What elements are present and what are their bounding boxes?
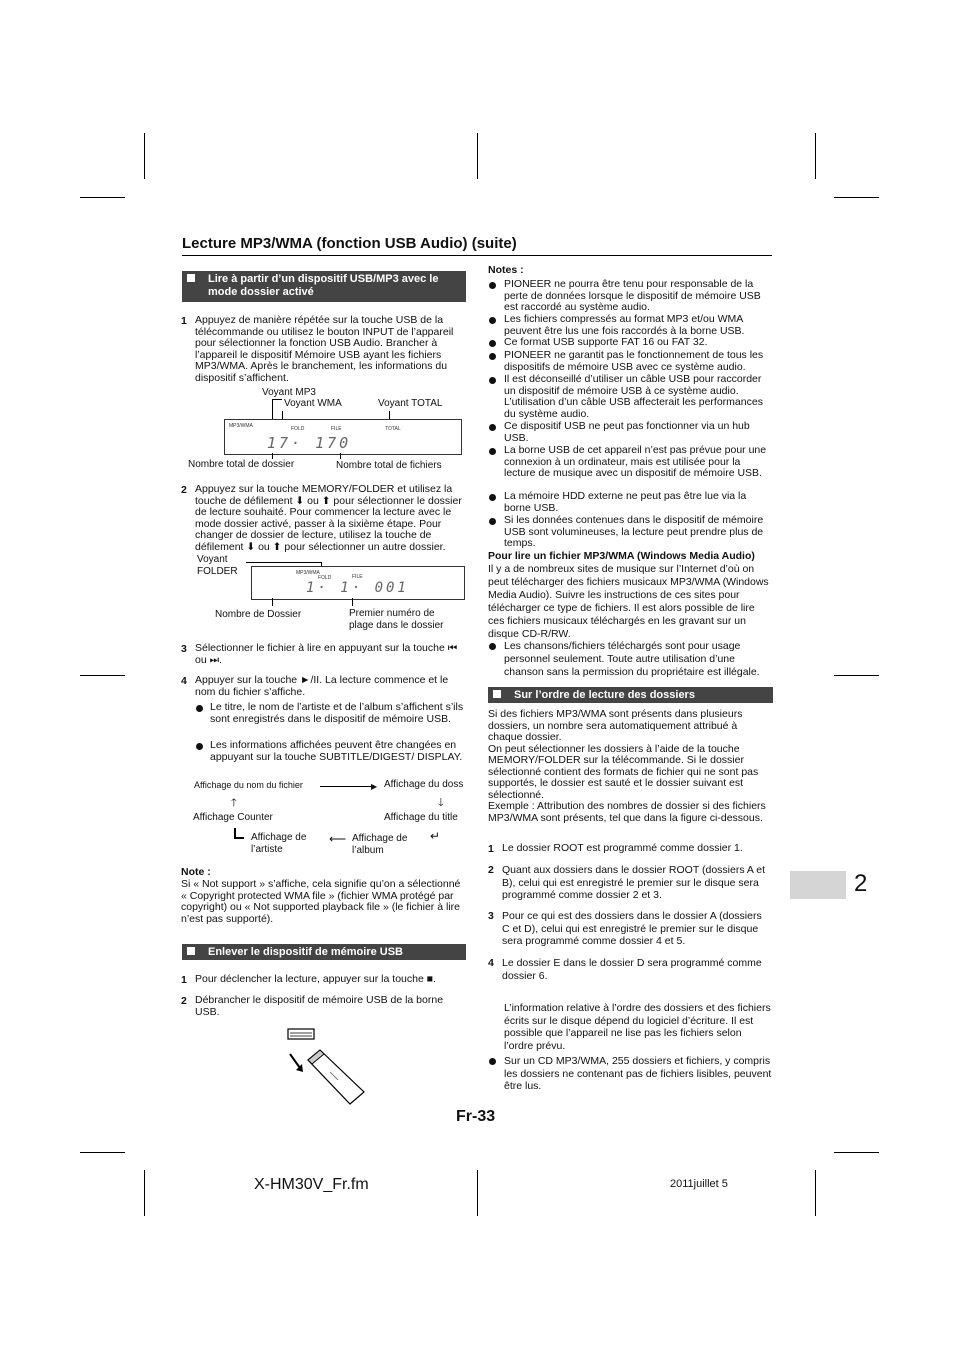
step-text: Appuyer sur la touche ►/II. La lecture commence et le nom du fichier s’affiche. (195, 674, 449, 698)
step-text: Appuyez sur la touche MEMORY/FOLDER et utilisez la touche de défilement ⬇ ou ⬆ pour sélectionner le dossier de lecture souhaité. Pour commencer la lecture avec le mode dossier activé, passer à la sixième étape. Pour changer de dossier de lecture, utilisez la touche de défilement ⬇ ou ⬆ pour sélectionner un autre dossier. (195, 483, 462, 553)
bullet-icon (196, 743, 203, 750)
bullet-icon (489, 643, 496, 650)
note-text: Si « Not support » s’affiche, cela signifie qu’on a sélectionné « Copyright protected WMA file » (fichier WMA protégé par copyright) ou « Not supported playback file » (le fichier à lire n’est pas supporté). (181, 878, 461, 925)
note-item: PIONEER ne pourra être tenu pour responsable de la perte de données lorsque le dispositif de mémoire USB est raccordé au système audio. (504, 278, 761, 313)
label-affichage-doss: Affichage du doss (384, 779, 464, 790)
lcd-digits: 1· 1· 001 (306, 580, 409, 596)
lcd-indicator: MP3/WMA (229, 423, 253, 429)
order-bullet: Sur un CD MP3/WMA, 255 dossiers et fichiers, y compris les dossiers ne contenant pas de fichiers lisibles, peuvent être lus. (504, 1055, 772, 1092)
bullet-icon (489, 377, 496, 384)
pointer-line (272, 399, 273, 421)
pointer-line (272, 399, 282, 400)
order-step: Le dossier ROOT est programmé comme dossier 1. (502, 842, 743, 854)
step-number: 3 (181, 643, 187, 655)
label-premier-numero: Premier numéro de plage dans le dossier (349, 608, 444, 631)
step-number: 1 (181, 974, 187, 986)
note-item: Les fichiers compressés au format MP3 et/ou WMA peuvent être lus une fois raccordés à la borne USB. (504, 313, 745, 337)
crop-mark (477, 133, 478, 179)
lcd-indicator: FILE (331, 426, 342, 432)
label-affichage-title: Affichage du title (384, 812, 458, 823)
lcd-display (224, 419, 462, 455)
note-item: La borne USB de cet appareil n’est pas prévue pour une connexion à un ordinateur, mais est utilisée pour la lecture de musique avec un dispositif de mémoire USB. (504, 444, 767, 479)
label-voyant-total: Voyant TOTAL (378, 398, 443, 409)
lcd-indicator: FOLD (291, 426, 305, 432)
usb-stick-illustration (282, 1024, 372, 1110)
pointer-line (246, 562, 322, 563)
footer-date: 2011juillet 5 (670, 1178, 728, 1190)
step-text: Appuyez de manière répétée sur la touche USB de la télécommande ou utilisez le bouton INPUT de l’appareil pour sélectionner la fonction USB Audio. Brancher à l’appareil le dispositif Mémoire USB ayant les fichiers MP3/WMA. Après le branchement, les informations du dispositif s’affichent. (195, 314, 454, 384)
label-affichage-album: Affichage de l’album (352, 833, 408, 856)
bullet-icon (489, 424, 496, 431)
crop-mark (80, 197, 125, 198)
arrow-up-icon: 🡑 (231, 797, 237, 809)
bullet-icon (489, 340, 496, 347)
arrow-line (234, 837, 244, 839)
crop-mark (834, 1152, 879, 1153)
bullet-text: Le titre, le nom de l’artiste et de l’album s’affichent s’ils sont enregistrés dans le dispositif de mémoire USB. (210, 701, 464, 725)
square-bullet-icon (187, 947, 195, 955)
crop-mark (834, 197, 879, 198)
note-item: Ce dispositif USB ne peut pas fonctionner via un hub USB. (504, 420, 750, 444)
section-heading (182, 944, 466, 960)
wma-text: Il y a de nombreux sites de musique sur l’Internet d’où on peut télécharger des fichiers musicaux MP3/WMA (Windows Media Audio). Suivre les instructions de ces sites pour télécharger ce type de fichiers. Il est alors possible de lire ces fichiers musicaux téléchargés en les gravant sur un disque CD-R/RW. (488, 563, 769, 640)
step-text: Sélectionner le fichier à lire en appuyant sur la touche ⏮ ou ⏭. (195, 642, 458, 666)
wma-bullet: Les chansons/fichiers téléchargés sont pour usage personnel seulement. Toute autre utilisation d’une chanson sans la permission du propriétaire est illégale. (504, 640, 760, 678)
lcd-digits: 17· 170 (267, 434, 352, 452)
arrow-down-icon: 🡓 (438, 797, 444, 809)
label-voyant-mp3: Voyant MP3 (262, 387, 316, 398)
bullet-text: Les informations affichées peuvent être changées en appuyant sur la touche SUBTITLE/DIGEST/ DISPLAY. (210, 739, 463, 763)
lcd-indicator: TOTAL (385, 426, 401, 432)
step-text: Pour déclencher la lecture, appuyer sur la touche ■. (195, 973, 436, 985)
crop-mark (144, 1170, 145, 1216)
bullet-icon (489, 494, 496, 501)
bullet-icon (489, 1058, 496, 1065)
label-voyant-folder: Voyant FOLDER (197, 554, 238, 577)
lcd-indicator: FILE (352, 574, 363, 580)
bullet-icon (489, 353, 496, 360)
square-bullet-icon (187, 274, 195, 282)
section-heading (182, 271, 466, 302)
label-nombre-fichiers: Nombre total de fichiers (336, 460, 442, 471)
title-rule (182, 255, 772, 256)
label-affichage-nom: Affichage du nom du fichier (194, 780, 303, 790)
arrow-left-icon: ⟵ (329, 832, 347, 846)
chapter-tab (790, 871, 846, 899)
order-step: Quant aux dossiers dans le dossier ROOT (dossiers A et B), celui qui est enregistré le premier sur le disque sera programmé comme dossier 2 et 3. (502, 864, 766, 901)
pointer-line (340, 453, 341, 459)
note-item: PIONEER ne garantit pas le fonctionnement de tous les dispositifs de mémoire USB avec ce système audio. (504, 349, 764, 373)
step-number: 2 (181, 995, 187, 1007)
bullet-icon (489, 282, 496, 289)
label-affichage-counter: Affichage Counter (193, 812, 273, 823)
pointer-line (272, 598, 273, 606)
crop-mark (477, 1170, 478, 1216)
note-item: Ce format USB supporte FAT 16 ou FAT 32. (504, 336, 708, 348)
crop-mark (80, 1152, 125, 1153)
arrow-right-icon: ▶ (371, 782, 378, 791)
section-title: Sur l’ordre de lecture des dossiers (514, 689, 695, 701)
lcd-indicator: FOLD (318, 575, 332, 581)
arrow-return-icon: ↵ (430, 829, 441, 843)
wma-title: Pour lire un fichier MP3/WMA (Windows Media Audio) (488, 550, 755, 562)
arrow-line (320, 786, 372, 787)
step-number: 2 (488, 864, 494, 876)
lcd-indicator: MP3/WMA (296, 570, 320, 576)
order-step: Le dossier E dans le dossier D sera programmé comme dossier 6. (502, 957, 762, 982)
footer-filename: X-HM30V_Fr.fm (254, 1176, 369, 1193)
section-heading (488, 687, 773, 703)
bullet-icon (489, 518, 496, 525)
crop-mark (815, 1170, 816, 1216)
section-title: Enlever le dispositif de mémoire USB (208, 946, 404, 958)
label-voyant-wma: Voyant WMA (284, 398, 342, 409)
crop-mark (144, 133, 145, 179)
label-affichage-artiste: Affichage de l’artiste (251, 832, 307, 855)
crop-mark (80, 675, 125, 676)
bullet-icon (489, 317, 496, 324)
note-title: Note : (181, 866, 211, 878)
notes-title: Notes : (488, 264, 524, 276)
page-title: Lecture MP3/WMA (fonction USB Audio) (suite) (182, 235, 517, 252)
crop-mark (815, 133, 816, 179)
step-number: 2 (181, 484, 187, 496)
chapter-number: 2 (854, 870, 868, 897)
page-number: Fr-33 (456, 1108, 496, 1125)
step-number: 1 (488, 843, 494, 855)
section-title: Lire à partir d’un dispositif USB/MP3 avec le mode dossier activé (208, 273, 439, 298)
note-item: Il est déconseillé d’utiliser un câble USB pour raccorder un dispositif de mémoire USB à ce système audio. L’utilisation d’un câble USB affecterait les performances du système audio. (504, 373, 763, 420)
note-item: La mémoire HDD externe ne peut pas être lue via la borne USB. (504, 490, 747, 514)
lcd-display (251, 566, 465, 600)
bullet-icon (196, 705, 203, 712)
note-item: Si les données contenues dans le dispositif de mémoire USB sont volumineuses, la lecture peut prendre plus de temps. (504, 514, 764, 549)
square-bullet-icon (493, 690, 501, 698)
crop-mark (834, 675, 879, 676)
order-text: Si des fichiers MP3/WMA sont présents dans plusieurs dossiers, un nombre sera automatiquement attribué à chaque dossier. On peut sélectionner les dossiers à l’aide de la touche MEMORY/FOLDER sur la télécommande. Si le dossier sélectionné contient des formats de fichier qui ne sont pas supportés, le dossier est sauté et le dossier suivant est sélectionné. Exemple : Attribution des nombres de dossier si des fichiers MP3/WMA sont présents, tel que dans la figure ci-dessous. (488, 708, 766, 824)
bullet-icon (489, 448, 496, 455)
step-number: 4 (488, 957, 494, 969)
label-nombre-dossier: Nombre total de dossier (188, 459, 295, 470)
label-nombre-dossier: Nombre de Dossier (215, 609, 302, 620)
step-number: 3 (488, 910, 494, 922)
order-bullet: L’information relative à l’ordre des dossiers et des fichiers écrits sur le disque dépend du logiciel d’écriture. Il est possible que l’appareil ne lise pas les fichiers selon l’ordre prévu. (504, 1002, 771, 1052)
order-step: Pour ce qui est des dossiers dans le dossier A (dossiers C et D), celui qui est enregistré le premier sur le disque sera programmé comme dossier 4 et 5. (502, 910, 762, 947)
pointer-line (352, 598, 353, 606)
step-text: Débrancher le dispositif de mémoire USB de la borne USB. (195, 994, 444, 1018)
step-number: 4 (181, 675, 187, 687)
step-number: 1 (181, 315, 187, 327)
